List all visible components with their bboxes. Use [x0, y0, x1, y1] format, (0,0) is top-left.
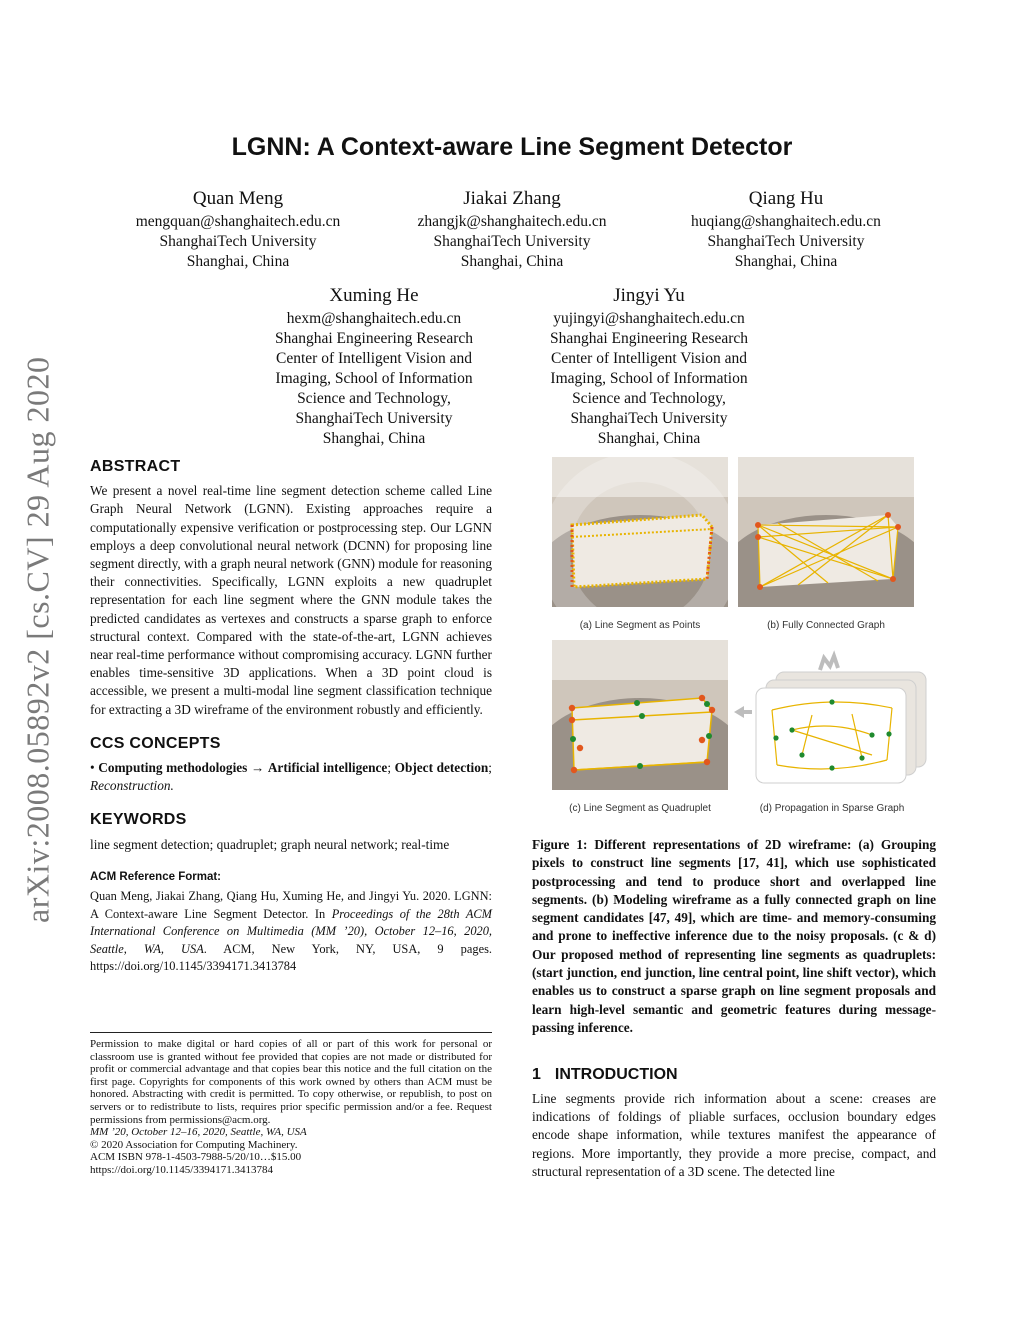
ccs-separator: ;	[387, 760, 392, 776]
author-block	[666, 186, 906, 272]
ccs-heading: CCS CONCEPTS	[90, 734, 221, 752]
footnote-rule	[90, 1032, 492, 1033]
figure-panel-c	[552, 640, 728, 790]
permission-doi[interactable]: https://doi.org/10.1145/3394171.3413784	[90, 1163, 274, 1176]
ccs-term: Computing methodologies	[98, 760, 248, 776]
figure-1	[550, 455, 940, 825]
subfigure-caption-d: (d) Propagation in Sparse Graph	[759, 803, 905, 814]
ccs-separator: ;	[488, 760, 492, 776]
author-location: Shanghai, China	[597, 430, 701, 447]
author-location: Shanghai, China	[460, 253, 564, 270]
author-affiliation: Center of Intelligent Vision and	[276, 350, 472, 367]
author-email: huqiang@shanghaitech.edu.cn	[691, 213, 881, 230]
keywords-text: line segment detection; quadruplet; graph neural network; real-time	[90, 836, 450, 852]
author-affiliation: ShanghaiTech University	[433, 233, 591, 250]
author-affiliation: Science and Technology,	[572, 390, 726, 407]
author-affiliation: ShanghaiTech University	[707, 233, 865, 250]
author-block	[392, 186, 632, 272]
acm-ref-venue: Proceedings of the 28th ACM International Conference on Multimedia (MM ’20), October 12–16, 2020, Seattle, WA, USA	[90, 906, 492, 956]
panel-a-image	[552, 457, 728, 607]
left-column	[90, 458, 492, 976]
author-block	[254, 283, 494, 449]
ccs-text	[90, 759, 492, 795]
ccs-term: Object detection	[394, 760, 489, 776]
author-location: Shanghai, China	[734, 253, 838, 270]
ccs-arrow: →	[250, 760, 265, 776]
author-name: Jingyi Yu	[613, 285, 685, 306]
section-heading-introduction	[532, 1066, 678, 1084]
author-name: Xuming He	[329, 285, 419, 306]
author-affiliation: Imaging, School of Information	[275, 370, 473, 387]
arxiv-identifier: arXiv:2008.05892v2 [cs.CV] 29 Aug 2020	[19, 356, 56, 924]
paper-title: LGNN: A Context-aware Line Segment Detector	[231, 133, 793, 161]
figure-caption: Figure 1: Different representations of 2D wireframe: (a) Grouping pixels to construct line segments [17, 41], which use sophisticated postprocessing and tend to produce short and overlapped line segments. (b) Modeling wireframe as a fully connected graph on line segment candidates [47, 49], which are time- and memory-consuming and prone to ineffective inference due to the noisy proposals. (c & d) Our proposed method of representing line segments as quadruplets: (start junction, end junction, line central point, line shift vector), which enables us to construct a sparse graph on line segment proposals and learn high-level semantic and geometric features during message-passing inference.	[532, 837, 936, 1035]
permission-conference: MM ’20, October 12–16, 2020, Seattle, WA, USA	[90, 1126, 307, 1139]
author-location: Shanghai, China	[322, 430, 426, 447]
panel-c-image	[552, 640, 728, 790]
subfigure-caption-a: (a) Line Segment as Points	[579, 620, 701, 631]
author-name: Quan Meng	[192, 188, 284, 209]
figure-panel-d	[732, 640, 938, 790]
author-affiliation: Shanghai Engineering Research	[275, 330, 473, 347]
abstract-text: We present a novel real-time line segment detection scheme called Line Graph Neural Network (LGNN). Existing approaches require a computationally expensive verification or postprocessing step. Our LGNN employs a deep convolutional neural network (DCNN) for proposing line segment directly, with a graph neural network (GNN) module for reasoning their connectivities. Specifically, LGNN exploits a new quadruplet representation for each line segment where the GNN module takes the predicted candidates as vertexes and constructs a sparse graph to enforce structural context. Compared with the state-of-the-art, LGNN achieves near real-time performance without compromising accuracy. LGNN further enables time-sensitive 3D applications. When a 3D point cloud is accessible, we present a multi-modal line segment classification technique for extracting a 3D wireframe of the environment robustly and efficiently.	[90, 483, 492, 717]
author-email: yujingyi@shanghaitech.edu.cn	[553, 310, 745, 327]
author-affiliation: ShanghaiTech University	[570, 410, 728, 427]
section-title: INTRODUCTION	[554, 1066, 678, 1083]
ccs-bullet: •	[90, 760, 95, 776]
section-number: 1	[532, 1066, 541, 1083]
author-email: mengquan@shanghaitech.edu.cn	[135, 213, 341, 230]
acm-ref-heading: ACM Reference Format:	[90, 870, 221, 883]
author-location: Shanghai, China	[186, 253, 290, 270]
acm-ref-tail: . ACM, New York, NY, USA, 9 pages. https://doi.org/10.1145/3394171.3413784	[90, 941, 492, 974]
permission-block	[90, 1038, 492, 1177]
author-affiliation: Center of Intelligent Vision and	[551, 350, 747, 367]
ccs-term: Reconstruction.	[90, 778, 174, 794]
author-block	[529, 283, 769, 449]
ccs-term: Artificial intelligence	[267, 760, 388, 776]
acm-ref-text	[90, 888, 492, 976]
subfigure-caption-c: (c) Line Segment as Quadruplet	[569, 803, 711, 814]
figure-panel-b	[738, 457, 914, 607]
permission-text: Permission to make digital or hard copies of all or part of this work for personal or classroom use is granted without fee provided that copies are not made or distributed for profit or commercial advantage and that copies bear this notice and the full citation on the first page. Copyrights for components of this work owned by others than ACM must be honored. Abstracting with credit is permitted. To copy otherwise, or republish, to post on servers or to redistribute to lists, requires prior specific permission and/or a fee. Request permissions from permissions@acm.org.	[90, 1038, 492, 1126]
panel-d-diagram	[732, 640, 938, 790]
acm-ref-authors: Quan Meng, Jiakai Zhang, Qiang Hu, Xuming He, and Jingyi Yu. 2020. LGNN: A Context-aware Line Segment Detector. In	[90, 889, 492, 921]
author-name: Jiakai Zhang	[463, 188, 561, 209]
author-affiliation: Imaging, School of Information	[550, 370, 748, 387]
author-affiliation: ShanghaiTech University	[159, 233, 317, 250]
keywords-heading: KEYWORDS	[90, 811, 187, 829]
introduction-text: Line segments provide rich information about a scene: creases are indications of foldings of pliable surfaces, occlusion boundary edges encode shape information, while textures manifest the appearance of regions. More importantly, they provide a more precise, compact, and structural representation of a 3D scene. The detected line	[532, 1091, 936, 1179]
figure-panel-a	[552, 457, 728, 607]
author-name: Qiang Hu	[748, 188, 824, 209]
author-block	[118, 186, 358, 272]
author-affiliation: Science and Technology,	[297, 390, 451, 407]
author-affiliation: Shanghai Engineering Research	[550, 330, 748, 347]
author-email: zhangjk@shanghaitech.edu.cn	[417, 213, 607, 230]
author-email: hexm@shanghaitech.edu.cn	[286, 310, 462, 327]
panel-b-image	[738, 457, 914, 607]
permission-isbn: ACM ISBN 978-1-4503-7988-5/20/10…$15.00	[90, 1151, 302, 1164]
permission-copyright: © 2020 Association for Computing Machinery.	[90, 1138, 298, 1151]
introduction-text-block	[532, 1090, 936, 1181]
abstract-heading: ABSTRACT	[90, 458, 181, 475]
subfigure-caption-b: (b) Fully Connected Graph	[767, 620, 885, 631]
author-affiliation: ShanghaiTech University	[295, 410, 453, 427]
